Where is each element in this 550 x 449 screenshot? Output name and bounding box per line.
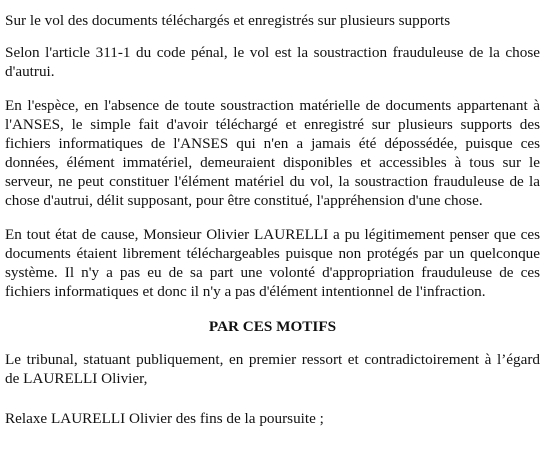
heading-par-ces-motifs: PAR CES MOTIFS	[208, 318, 337, 335]
section-title: Sur le vol des documents téléchargés et enregistrés sur plusieurs supports	[5, 12, 451, 29]
paragraph-en-tout-etat-de-cause: En tout état de cause, Monsieur Olivier LAURELLI a pu légitimement penser que ces documents étaient librement téléchargeables puisque non protégés par un quelconque système. Il n'y a pas eu de sa part une volonté d'appropriation frauduleuse de ces fichiers informatiques et donc il n'y a pas d'élément intentionnel de l'infraction.	[5, 226, 540, 300]
paragraph-article-311-1: Selon l'article 311-1 du code pénal, le vol est la soustraction frauduleuse de la chose d'autrui.	[5, 44, 540, 80]
paragraph-en-l-espece: En l'espèce, en l'absence de toute soustraction matérielle de documents appartenant à l'ANSES, le simple fait d'avoir téléchargé et enregistré sur plusieurs supports des fichiers informatiques de l'ANSES qui n'en a jamais été dépossédée, puisque ces données, élément immatériel, demeuraient disponibles et accessibles à tous sur le serveur, ne peut constituer l'élément matériel du vol, la soustraction frauduleuse de la chose d'autrui, délit supposant, pour être constitué, l'appréhension d'une chose.	[5, 97, 540, 209]
paragraph-relaxe: Relaxe LAURELLI Olivier des fins de la poursuite ;	[5, 410, 324, 427]
paragraph-le-tribunal: Le tribunal, statuant publiquement, en premier ressort et contradictoirement à l’égard de LAURELLI Olivier,	[5, 351, 540, 387]
